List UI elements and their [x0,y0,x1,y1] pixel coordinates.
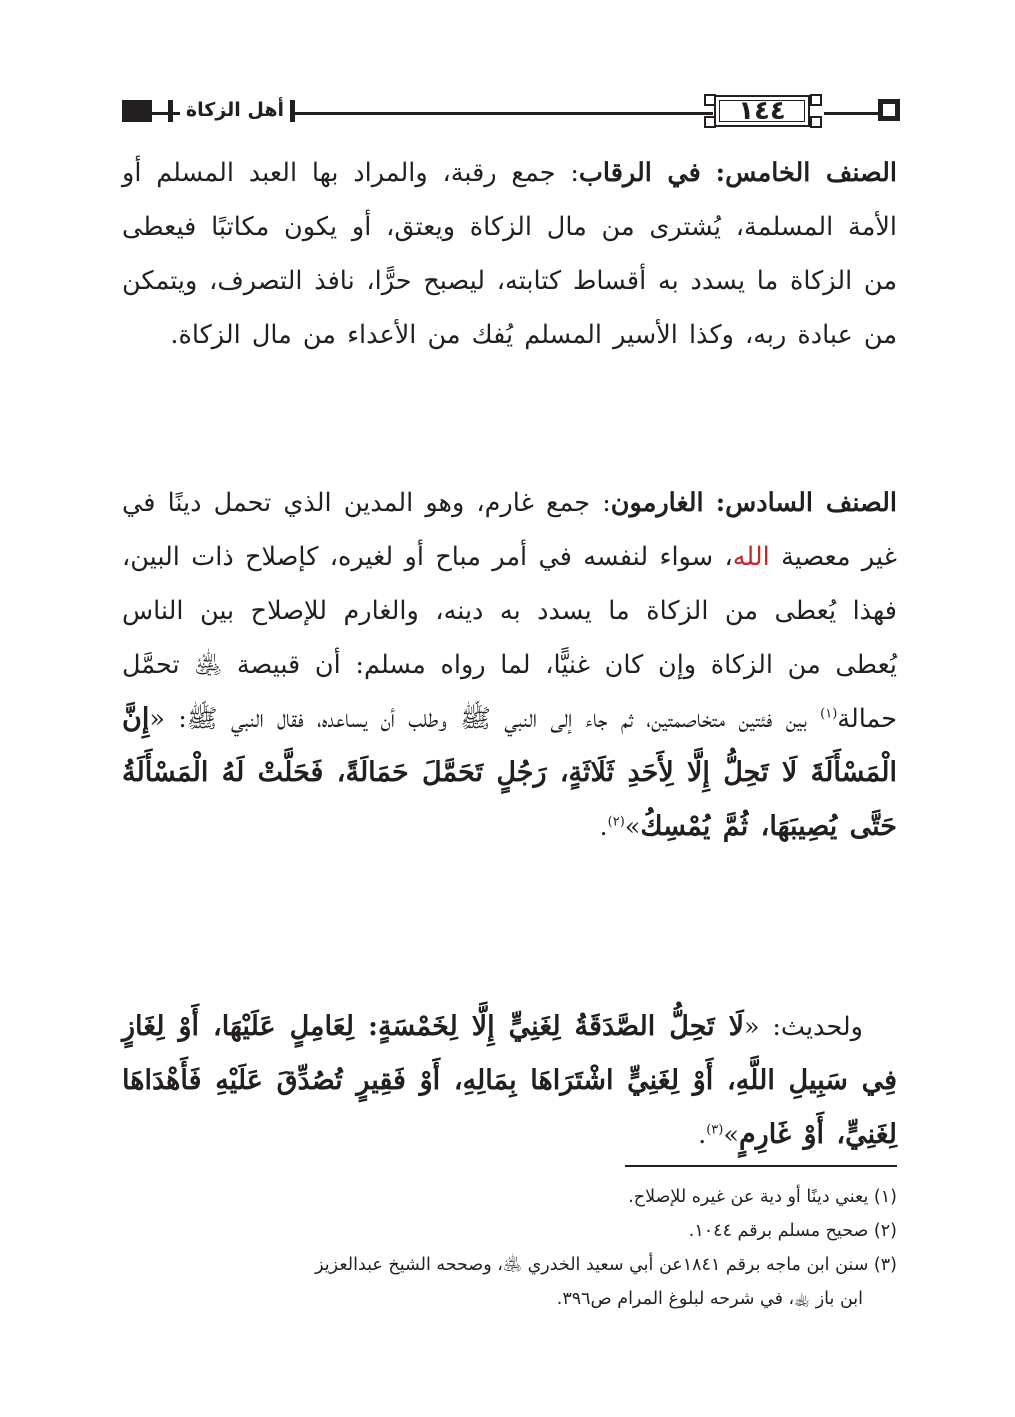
header-tick [290,100,295,122]
paragraph-text: : جمع غارم، وهو المدين الذي تحمل دينًا في غير معصية [122,488,898,572]
sentence-end: . [599,812,608,842]
sentence-end: . [698,1120,707,1150]
footnote-separator [625,1165,897,1167]
running-title: أهل الزكاة [185,99,285,121]
paragraph-text: بين فئتين متخاصمتين، ثم جاء إلى النبي ﷺ وطلب أن يساعده، فقال النبي ﷺ: « [149,704,821,734]
divine-name: الله [732,542,770,572]
header-ornament-right [878,99,900,121]
header-tick [168,100,173,122]
footnote-3-continued: ابن باز ﵀، في شرحه لبلوغ المرام ص٣٩٦. [556,1289,863,1309]
paragraph-hadith-five [122,1000,897,1162]
footnote-ref-2[interactable]: (٢) [607,814,625,830]
page-header [120,90,900,136]
hadith-text: إِنَّ الْمَسْأَلَةَ لَا تَحِلُّ إِلَّا لِأَحَدِ ثَلَاثَةٍ، رَجُلٍ تَحَمَّلَ حَمَالَةً، فَحَلَّتْ لَهُ الْمَسْأَلَةُ حَتَّى يُصِيبَهَا، ثُمَّ يُمْسِكُ [122,703,897,842]
header-ornament-left [122,100,152,122]
category-term: الغارمون [610,488,704,518]
footnote-1: (١) يعني دينًا أو دية عن غيره للإصلاح. [628,1187,897,1207]
page-number: ١٤٤ [738,96,786,126]
header-rule-middle [295,112,713,115]
footnotes [117,1180,897,1316]
paragraph-sixth-category [122,476,897,854]
hadith-text: لَا تَحِلُّ الصَّدَقَةُ لِغَنِيٍّ إِلَّا لِخَمْسَةٍ: لِعَامِلٍ عَلَيْهَا، أَوْ لِغَازٍ فِي سَبِيلِ اللَّهِ، أَوْ لِغَنِيٍّ اشْتَرَاهَا بِمَالِهِ، أَوْ فَقِيرٍ تُصُدِّقَ عَلَيْهِ فَأَهْدَاهَا لِغَنِيٍّ، أَوْ غَارِمٍ [122,1011,897,1150]
quote-close: » [624,812,641,842]
header-rule-right [824,112,880,115]
paragraph-text: ، سواء لنفسه في أمر مباح أو لغيره، كإصلاح ذات البين، فهذا يُعطى من الزكاة ما يسدد به دينه، والغارم للإصلاح بين الناس يُعطى من الزكاة وإن كان غنيًّا، لما رواه مسلم: أن قبيصة ﵁ تحمَّل حمالة [122,542,897,734]
footnote-3: (٣) سنن ابن ماجه برقم ١٨٤١عن أبي سعيد الخدري ﵁، وصححه الشيخ عبدالعزيز [315,1255,897,1275]
footnote-ref-1[interactable]: (١) [820,706,838,722]
category-term: في الرقاب [578,158,701,188]
category-label: الصنف الخامس: [715,158,897,188]
footnote-ref-3[interactable]: (٣) [706,1122,724,1138]
paragraph-text: : جمع رقبة، والمراد بها العبد المسلم أو الأمة المسلمة، يُشترى من مال الزكاة ويعتق، أو يكون مكاتبًا فيعطى من الزكاة ما يسدد به أقساط كتابته، ليصبح حرًّا، نافذ التصرف، ويتمكن من عبادة ربه، وكذا الأسير المسلم يُفك من الأعداء من مال الزكاة. [122,158,897,350]
category-label: الصنف السادس: [715,488,897,518]
paragraph-text: ولحديث: « [744,1012,863,1042]
quote-close: » [723,1120,739,1150]
footnote-2: (٢) صحيح مسلم برقم ١٠٤٤. [688,1221,897,1241]
page-number-frame [700,92,826,130]
paragraph-fifth-category [122,146,897,362]
